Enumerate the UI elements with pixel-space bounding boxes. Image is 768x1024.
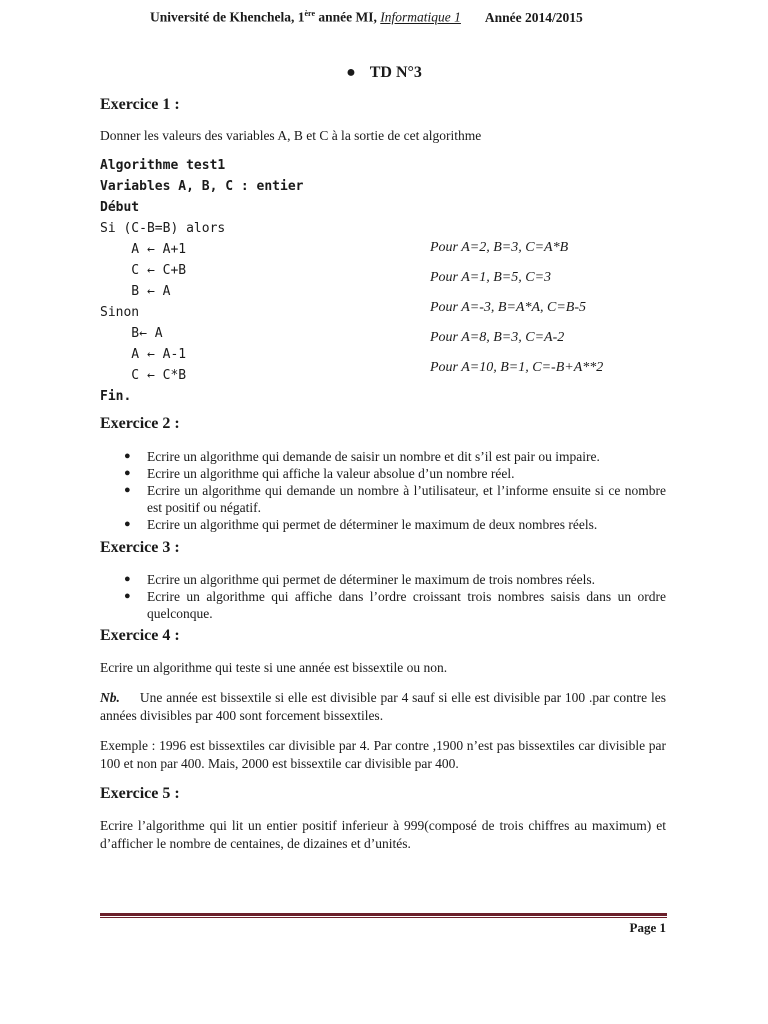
- list-item-text: Ecrire un algorithme qui demande de saisir un nombre et dit s’il est pair ou impaire.: [147, 449, 600, 464]
- note-label: Nb.: [100, 690, 120, 705]
- exercise-3-list: [100, 571, 666, 622]
- test-case: Pour A=-3, B=A*A, C=B-5: [430, 300, 587, 315]
- footer-divider: [100, 913, 667, 916]
- code-line: Variables A, B, C : entier: [100, 179, 304, 194]
- bullet-icon: ●: [124, 573, 131, 585]
- exercise-1-intro: Donner les valeurs des variables A, B et C à la sortie de cet algorithme: [100, 128, 482, 143]
- exercise-4-heading: Exercice 4 :: [100, 627, 180, 644]
- list-item: [100, 588, 666, 622]
- list-item: [100, 465, 666, 482]
- code-line: A ← A-1: [100, 347, 187, 362]
- exercise-5-statement: Ecrire l’algorithme qui lit un entier positif inferieur à 999(composé de trois chiffres au maximum) et d’afficher le nombre de centaines, de dizaines et d’unités.: [100, 818, 666, 851]
- exercise-3-heading: Exercice 3 :: [100, 539, 180, 556]
- code-line: C ← C*B: [100, 368, 187, 383]
- code-line: Sinon: [100, 305, 140, 320]
- list-item: [100, 482, 666, 516]
- list-item-text: Ecrire un algorithme qui affiche dans l’ordre croissant trois nombres saisis dans un ordre quelconque.: [147, 589, 666, 621]
- bullet-icon: ●: [124, 518, 131, 530]
- test-case: Pour A=10, B=1, C=-B+A**2: [430, 360, 604, 375]
- header-program: année MI,: [315, 9, 381, 25]
- list-item: [100, 448, 666, 465]
- exercise-2-list: [100, 448, 666, 533]
- list-item-text: Ecrire un algorithme qui permet de déterminer le maximum de trois nombres réels.: [147, 572, 595, 587]
- header-year: Année 2014/2015: [484, 9, 583, 25]
- test-case: Pour A=2, B=3, C=A*B: [430, 240, 569, 255]
- document-title: [0, 64, 768, 82]
- code-line: B ← A: [100, 284, 171, 299]
- bullet-icon: ●: [124, 450, 131, 462]
- page-number: Page 1: [629, 920, 666, 935]
- code-line: Début: [100, 200, 140, 215]
- header-course: Informatique 1: [380, 9, 461, 25]
- list-item: [100, 516, 666, 533]
- exercise-2-heading: Exercice 2 :: [100, 415, 180, 432]
- bullet-icon: ●: [124, 590, 131, 602]
- code-line: Si (C-B=B) alors: [100, 221, 226, 236]
- exercise-4-example: Exemple : 1996 est bissextiles car divisible par 4. Par contre ,1900 n’est pas bissextiles car divisible par 100 et non par 400. Mais, 2000 est bissextile car divisible par 400.: [100, 738, 666, 771]
- code-line: Algorithme test1: [100, 158, 226, 173]
- test-case: Pour A=8, B=3, C=A-2: [430, 330, 565, 345]
- footer-divider-thin: [100, 917, 667, 918]
- header-superscript: ère: [304, 9, 316, 18]
- exercise-1-heading: Exercice 1 :: [100, 96, 180, 113]
- list-item-text: Ecrire un algorithme qui permet de déterminer le maximum de deux nombres réels.: [147, 517, 598, 532]
- code-line: Fin.: [100, 389, 132, 404]
- header-university: Université de Khenchela, 1: [150, 9, 305, 25]
- title-text: TD N°3: [369, 64, 422, 81]
- exercise-4-note: [100, 689, 666, 725]
- note-text: Une année est bissextile si elle est divisible par 4 sauf si elle est divisible par 100 .par contre les années divisibles par 400 sont forcement bissextiles.: [100, 690, 666, 723]
- code-line: A ← A+1: [100, 242, 187, 257]
- page-header: [150, 9, 583, 26]
- list-item-text: Ecrire un algorithme qui affiche la valeur absolue d’un nombre réel.: [147, 466, 515, 481]
- bullet-icon: ●: [124, 467, 131, 479]
- title-bullet-icon: ●: [346, 64, 356, 81]
- code-line: B← A: [100, 326, 163, 341]
- list-item-text: Ecrire un algorithme qui demande un nombre à l’utilisateur, et l’informe ensuite si ce nombre est positif ou négatif.: [147, 483, 666, 515]
- test-case: Pour A=1, B=5, C=3: [430, 270, 552, 285]
- list-item: [100, 571, 666, 588]
- code-line: C ← C+B: [100, 263, 187, 278]
- exercise-4-statement: Ecrire un algorithme qui teste si une année est bissextile ou non.: [100, 660, 448, 675]
- bullet-icon: ●: [124, 484, 131, 496]
- exercise-5-heading: Exercice 5 :: [100, 785, 180, 802]
